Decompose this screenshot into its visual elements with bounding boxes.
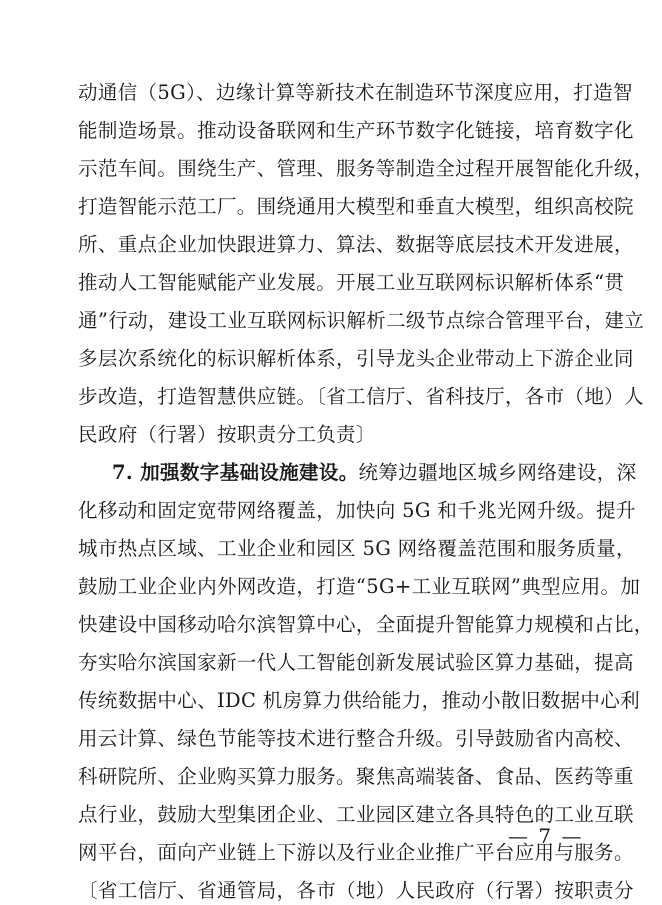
paragraph-line: 通”行动，建设工业互联网标识解析二级节点综合管理平台，建立 (78, 309, 645, 332)
paragraph-line: 打造智能示范工厂。围绕通用大模型和垂直大模型，组织高校院 (78, 195, 634, 218)
paragraph-line: 科研院所、企业购买算力服务。聚焦高端装备、食品、医药等重 (78, 765, 634, 788)
paragraph-line: 鼓励工业企业内外网改造，打造“5G+工业互联网”典型应用。加 (78, 575, 641, 598)
paragraph-line: 〔省工信厅、省通管局，各市（地）人民政府（行署）按职责分 (78, 879, 634, 902)
paragraph-line: 多层次系统化的标识解析体系，引导龙头企业带动上下游企业同 (78, 347, 634, 370)
paragraph-line: 网平台，面向产业链上下游以及行业企业推广平台应用与服务。 (78, 841, 634, 864)
paragraph-line: 城市热点区域、工业企业和园区 5G 网络覆盖范围和服务质量， (78, 537, 636, 560)
paragraph-line: 能制造场景。推动设备联网和生产环节数字化链接，培育数字化 (78, 119, 634, 142)
paragraph-line: 化移动和固定宽带网络覆盖，加快向 5G 和千兆光网升级。提升 (78, 499, 636, 522)
paragraph-line: 传统数据中心、IDC 机房算力供给能力，推动小散旧数据中心利 (78, 689, 640, 712)
page-number: — 7 — (508, 824, 584, 848)
paragraph-line: 步改造，打造智慧供应链。〔省工信厅、省科技厅，各市（地）人 (78, 385, 644, 408)
paragraph-line: 所、重点企业加快跟进算力、算法、数据等底层技术开发进展， (78, 233, 634, 256)
paragraph-line: 点行业，鼓励大型集团企业、工业园区建立各具特色的工业互联 (78, 803, 634, 826)
paragraph-line: 示范车间。围绕生产、管理、服务等制造全过程开展智能化升级， (78, 157, 654, 180)
section-7-first-line (112, 459, 637, 487)
section-7-heading: 7. 加强数字基础设施建设。 (112, 461, 359, 484)
paragraph-line: 快建设中国移动哈尔滨智算中心，全面提升智能算力规模和占比， (78, 613, 654, 636)
paragraph-line: 用云计算、绿色节能等技术进行整合升级。引导鼓励省内高校、 (78, 727, 634, 750)
paragraph-line: 动通信（5G）、边缘计算等新技术在制造环节深度应用，打造智 (78, 81, 633, 104)
paragraph-line: 民政府（行署）按职责分工负责〕 (78, 423, 376, 446)
section-7-first-line-text: 统筹边疆地区城乡网络建设，深 (358, 461, 637, 484)
paragraph-line: 夯实哈尔滨国家新一代人工智能创新发展试验区算力基础，提高 (78, 651, 634, 674)
paragraph-line: 推动人工智能赋能产业发展。开展工业互联网标识解析体系“贯 (78, 271, 625, 294)
